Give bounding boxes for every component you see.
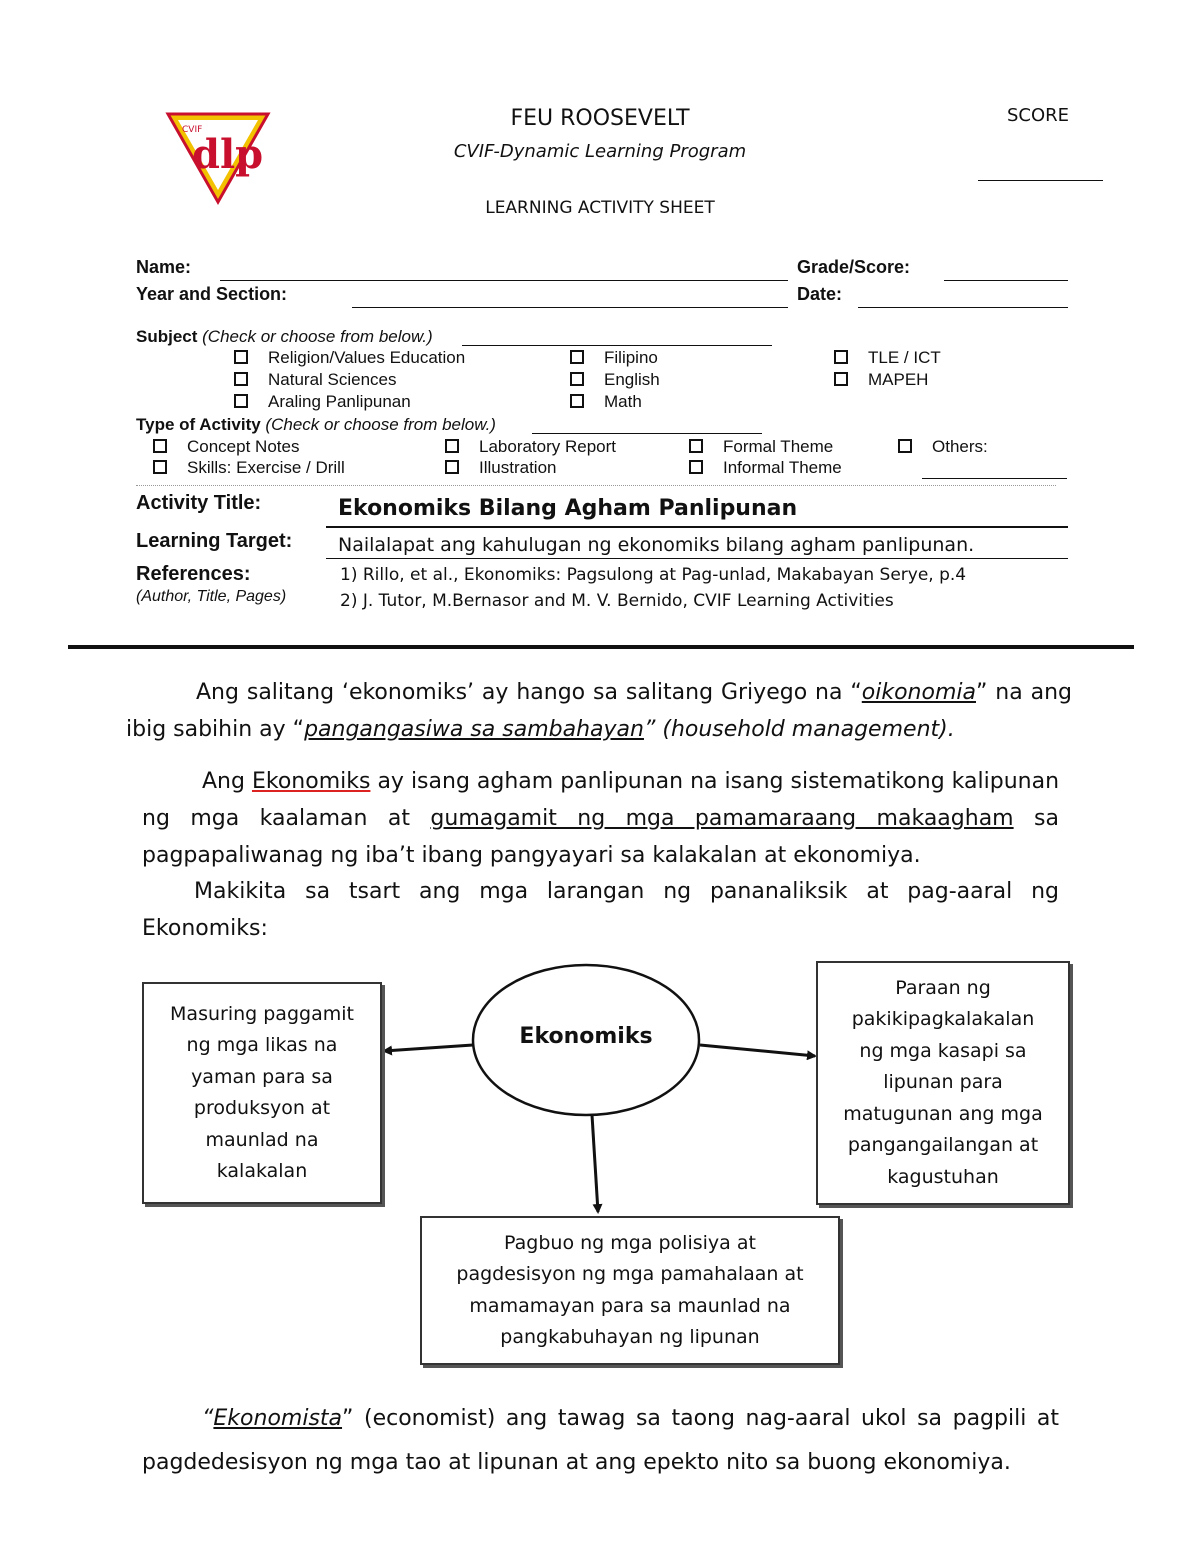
arrow-down — [592, 1115, 598, 1212]
paragraph-4: “Ekonomista” (economist) ang tawag sa taong nag-aaral ukol sa pagpili at pagdedesisyon ng mga tao at lipunan at ang epekto nito sa buong ekonomiya. — [142, 1406, 1059, 1475]
option-label: Araling Panlipunan — [268, 392, 411, 411]
reference-item: 2) J. Tutor, M.Bernasor and M. V. Bernido, CVIF Learning Activities — [340, 591, 894, 611]
subject-hint: (Check or choose from below.) — [202, 327, 433, 346]
paragraph-2: Ang Ekonomiks ay isang agham panlipunan na isang sistematikong kalipunan ng mga kaalaman at gumagamit ng mga pamamaraang makaagham sa pagpapaliwanag ng iba’t ibang pangyayari sa kalakalan at ekonomiya. — [142, 769, 1060, 868]
school-name: FEU ROOSEVELT — [510, 106, 690, 131]
diagram-right-box: Paraan ng pakikipagkalakalan ng mga kasapi sa lipunan para matugunan ang mga pangangailangan at kagustuhan — [816, 961, 1070, 1205]
option-label: Skills: Exercise / Drill — [187, 458, 345, 477]
option-label: Math — [604, 392, 642, 411]
grade-score-label: Grade/Score: — [797, 257, 911, 277]
option-label: Concept Notes — [187, 437, 300, 456]
program-name: CVIF-Dynamic Learning Program — [453, 141, 747, 162]
option-label: Formal Theme — [723, 437, 834, 456]
activity-title-value: Ekonomiks Bilang Agham Panlipunan — [338, 496, 798, 521]
option-label: Filipino — [604, 348, 658, 367]
option-label: Illustration — [479, 458, 557, 477]
sheet-title: LEARNING ACTIVITY SHEET — [485, 198, 715, 218]
diagram-left-box: Masuring paggamit ng mga likas na yaman para sa produksyon at maunlad na kalakalan — [142, 982, 382, 1204]
reference-item: 1) Rillo, et al., Ekonomiks: Pagsulong at Pag-unlad, Makabayan Serye, p.4 — [340, 565, 967, 585]
references-hint: (Author, Title, Pages) — [136, 588, 287, 605]
paragraph-3: Makikita sa tsart ang mga larangan ng pananaliksik at pag-aaral ng Ekonomiks: — [142, 879, 1059, 941]
activity-type-label: Type of Activity — [136, 415, 261, 434]
option-label: Natural Sciences — [268, 370, 397, 389]
learning-target-label: Learning Target: — [136, 530, 293, 552]
name-label: Name: — [136, 257, 192, 277]
subject-label: Subject — [136, 327, 198, 346]
logo-text: CVIF — [182, 125, 203, 135]
option-label: Laboratory Report — [479, 437, 617, 456]
option-label: TLE / ICT — [868, 348, 941, 367]
option-label: Informal Theme — [723, 458, 842, 477]
activity-type-hint: (Check or choose from below.) — [265, 415, 496, 434]
learning-target-value: Nailalapat ang kahulugan ng ekonomiks bilang agham panlipunan. — [338, 534, 975, 556]
option-label: Others: — [932, 437, 988, 456]
year-section-label: Year and Section: — [136, 284, 288, 304]
diagram-center-label: Ekonomiks — [519, 1024, 653, 1049]
option-label: MAPEH — [868, 370, 929, 389]
arrow-left — [384, 1045, 473, 1051]
paragraph-1: Ang salitang ‘ekonomiks’ ay hango sa salitang Griyego na “oikonomia” na ang ibig sabihin ay “pangangasiwa sa sambahayan” (household management). — [126, 680, 1073, 742]
date-label: Date: — [797, 284, 843, 304]
arrow-right — [700, 1045, 815, 1056]
score-label: SCORE — [1007, 105, 1070, 126]
activity-title-label: Activity Title: — [136, 492, 262, 514]
references-label: References: — [136, 563, 251, 585]
option-label: Religion/Values Education — [268, 348, 466, 367]
diagram-bottom-box: Pagbuo ng mga polisiya at pagdesisyon ng mga pamahalaan at mamamayan para sa maunlad na pangkabuhayan ng lipunan — [420, 1216, 840, 1365]
logo-letters: dlp — [192, 131, 264, 178]
option-label: English — [604, 370, 660, 389]
